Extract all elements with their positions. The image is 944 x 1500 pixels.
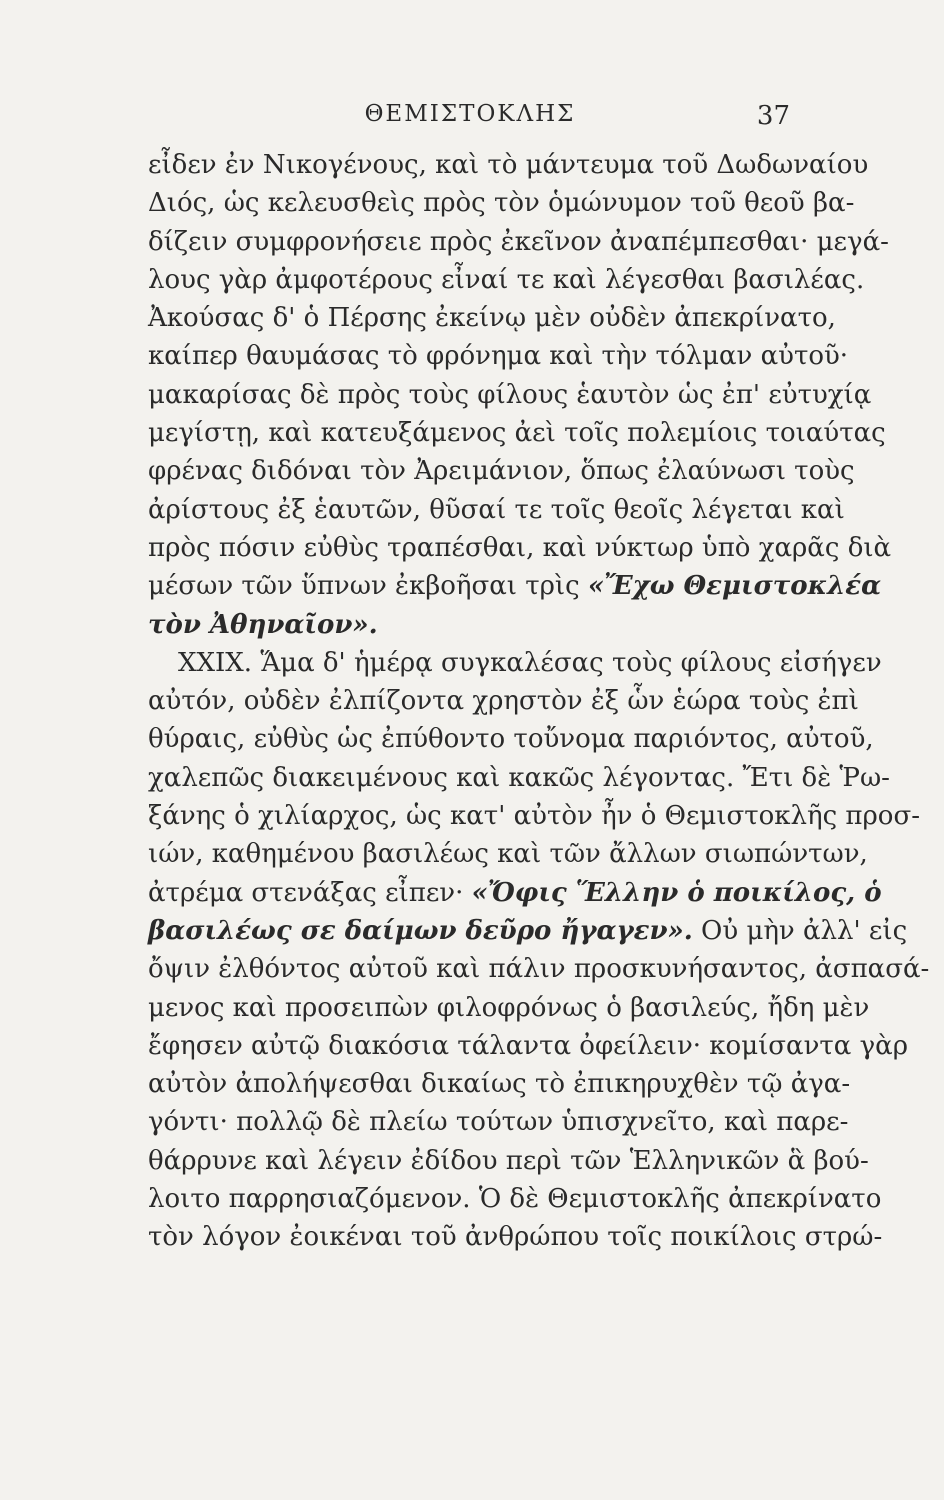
text-line: πρὸς πόσιν εὐθὺς τραπέσθαι, καὶ νύκτωρ ὑπὸ χαρᾶς διὰ [148, 532, 892, 563]
text-line: θάρρυνε καὶ λέγειν ἐδίδου περὶ τῶν Ἑλληνικῶν ἃ βού- [148, 1145, 869, 1176]
text-line: μέσων τῶν ὕπνων ἐκβοῆσαι τρὶς «Ἔχω Θεμιστοκλέα [148, 571, 882, 602]
text-line: θύραις, εὐθὺς ὡς ἐπύθοντο τοὔνομα παριόντος, αὐτοῦ, [148, 724, 874, 755]
text-line: βασιλέως σε δαίμων δεῦρο ἤγαγεν». Οὐ μὴν ἀλλ' εἰς [148, 915, 908, 946]
chapter-start-line: ΧΧΙΧ. Ἅμα δ' ἡμέρᾳ συγκαλέσας τοὺς φίλους εἰσήγεν [178, 647, 882, 678]
text-line: ξάνης ὁ χιλίαρχος, ὡς κατ' αὐτὸν ἦν ὁ Θεμιστοκλῆς προσ- [148, 801, 920, 832]
emphasized-quote: «Ὄφις Ἕλλην ὁ ποικίλος, ὁ [471, 877, 882, 908]
text-line: καίπερ θαυμάσας τὸ φρόνημα καὶ τὴν τόλμαν αὐτοῦ· [148, 341, 849, 372]
text-line: Ἀκούσας δ' ὁ Πέρσης ἐκείνῳ μὲν οὐδὲν ἀπεκρίνατο, [148, 303, 836, 334]
text-line: ἀτρέμα στενάξας εἶπεν· «Ὄφις Ἕλλην ὁ ποικίλος, ὁ [148, 877, 882, 908]
text-line: ἀρίστους ἐξ ἑαυτῶν, θῦσαί τε τοῖς θεοῖς λέγεται καὶ [148, 494, 845, 525]
emphasized-quote: τὸν Ἀθηναῖον». [148, 609, 378, 640]
running-title: ΘΕΜΙΣΤΟΚΛΗΣ [364, 101, 576, 127]
running-head [150, 101, 790, 137]
text-body [148, 146, 930, 1257]
text-line: ἔφησεν αὐτῷ διακόσια τάλαντα ὀφείλειν· κομίσαντα γὰρ [148, 1030, 908, 1061]
text-line: μεγίστῃ, καὶ κατευξάμενος ἀεὶ τοῖς πολεμίοις τοιαύτας [148, 418, 886, 449]
page-number: 37 [756, 101, 790, 131]
emphasized-quote: βασιλέως σε δαίμων δεῦρο ἤγαγεν». [148, 915, 693, 946]
text-line: εἶδεν ἐν Νικογένους, καὶ τὸ μάντευμα τοῦ Δωδωναίου [148, 150, 869, 180]
text-line: χαλεπῶς διακειμένους καὶ κακῶς λέγοντας. Ἔτι δὲ Ῥω- [148, 762, 890, 793]
text-line: γόντι· πολλῷ δὲ πλείω τούτων ὑπισχνεῖτο, καὶ παρε- [148, 1107, 849, 1138]
text-line: φρένας διδόναι τὸν Ἀρειμάνιον, ὅπως ἐλαύνωσι τοὺς [148, 456, 855, 487]
text-line: δίζειν συμφρονήσειε πρὸς ἐκεῖνον ἀναπέμπεσθαι· μεγά- [148, 226, 889, 257]
text-line: μακαρίσας δὲ πρὸς τοὺς φίλους ἑαυτὸν ὡς ἐπ' εὐτυχίᾳ [148, 379, 872, 410]
emphasized-quote: «Ἔχω Θεμιστοκλέα [587, 571, 882, 602]
text-line: αὐτὸν ἀπολήψεσθαι δικαίως τὸ ἐπικηρυχθὲν τῷ ἀγα- [148, 1069, 851, 1100]
text-line: αὐτόν, οὐδὲν ἐλπίζοντα χρηστὸν ἐξ ὧν ἑώρα τοὺς ἐπὶ [148, 686, 859, 717]
text-line: ιών, καθημένου βασιλέως καὶ τῶν ἄλλων σιωπώντων, [148, 839, 868, 870]
text-line: ὄψιν ἐλθόντος αὐτοῦ καὶ πάλιν προσκυνήσαντος, ἀσπασά- [148, 954, 930, 985]
text-line [148, 606, 798, 644]
text-line: λοιτο παρρησιαζόμενον. Ὁ δὲ Θεμιστοκλῆς ἀπεκρίνατο [148, 1184, 882, 1215]
text-line: λους γὰρ ἀμφοτέρους εἶναί τε καὶ λέγεσθαι βασιλέας. [148, 264, 865, 295]
text-line: μενος καὶ προσειπὼν φιλοφρόνως ὁ βασιλεύς, ἤδη μὲν [148, 992, 870, 1023]
text-line: τὸν λόγον ἐοικέναι τοῦ ἀνθρώπου τοῖς ποικίλοις στρώ- [148, 1222, 883, 1253]
text-line: Διός, ὡς κελευσθεὶς πρὸς τὸν ὁμώνυμον τοῦ θεοῦ βα- [148, 188, 855, 219]
